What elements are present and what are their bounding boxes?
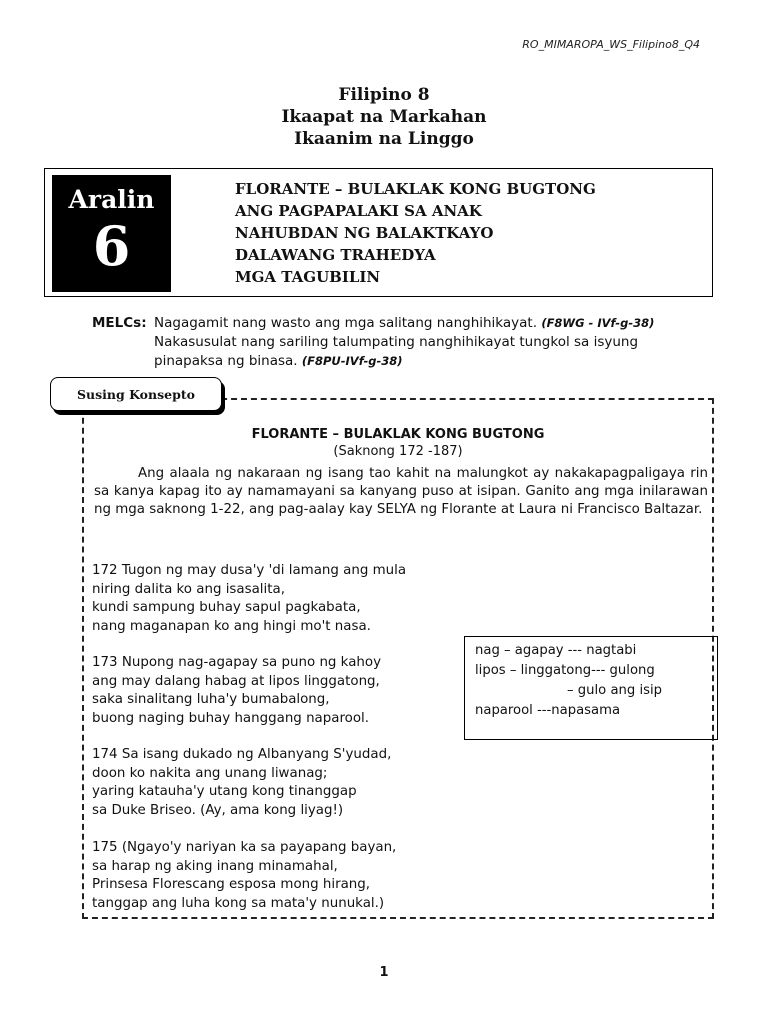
stanza-line: 172 Tugon ng may dusa'y 'di lamang ang mula xyxy=(92,563,407,578)
stanza-line: yaring katauha'y utang kong tinanggap xyxy=(92,784,357,799)
melcs-code-2: (F8PU-IVf-g-38) xyxy=(301,354,403,368)
stanza-line: niring dalita ko ang isasalita, xyxy=(92,581,285,597)
stanza-175 xyxy=(92,839,472,913)
stanza-line: kundi sampung buhay sapul pagkabata, xyxy=(92,600,361,615)
vocab-entry: – gulo ang isip xyxy=(567,683,663,698)
stanza-line: buong naging buhay hanggang naparool. xyxy=(92,710,370,726)
stanza-line: 174 Sa isang dukado ng Albanyang S'yudad, xyxy=(92,747,392,762)
lesson-badge xyxy=(52,175,171,292)
vocab-entry: naparool ---napasama xyxy=(475,703,621,718)
melcs-item-2-line-1: Nakasusulat nang sariling talumpating nanghihikayat tungkol sa isyung xyxy=(154,334,639,350)
key-concept-tab: Susing Konsepto xyxy=(50,377,222,411)
poem-intro: Ang alaala ng nakaraan ng isang tao kahit na malungkot ay nakakapagpaligaya rin sa kanya kapag ito ay namamayani sa kanyang puso at isipan. Ganito ang mga inilarawan ng mga saknong 1-22, ang pag-aalay kay SELYA ng Florante at Laura ni Francisco Baltazar. xyxy=(94,466,708,517)
stanza-173 xyxy=(92,654,472,728)
lesson-topic: NAHUBDAN NG BALAKTKAYO xyxy=(235,224,494,242)
lesson-topic: DALAWANG TRAHEDYA xyxy=(235,246,436,264)
melcs-item-1: Nagagamit nang wasto ang mga salitang nanghihikayat. xyxy=(154,315,538,331)
vocabulary-box xyxy=(464,636,718,740)
stanza-line: Prinsesa Florescang esposa mong hirang, xyxy=(92,877,371,892)
stanza-172 xyxy=(92,562,472,636)
poem-title: FLORANTE – BULAKLAK KONG BUGTONG xyxy=(251,427,545,442)
poem-subtitle: (Saknong 172 -187) xyxy=(333,444,463,459)
stanza-line: saka sinalitang luha'y bumabalong, xyxy=(92,692,330,707)
vocab-entry: lipos – linggatong--- gulong xyxy=(475,663,655,678)
stanza-line: sa Duke Briseo. (Ay, ama kong liyag!) xyxy=(92,802,344,818)
melcs-code-1: (F8WG - IVf-g-38) xyxy=(541,316,655,330)
stanza-174 xyxy=(92,746,472,820)
melcs-label: MELCs: xyxy=(92,315,147,331)
stanza-line: ang may dalang habag at lipos linggatong, xyxy=(92,673,380,689)
lesson-topics xyxy=(235,178,596,288)
stanza-line: 175 (Ngayo'y nariyan ka sa payapang bayan, xyxy=(92,840,397,855)
week-title: Ikaanim na Linggo xyxy=(294,129,474,149)
lesson-topic: MGA TAGUBILIN xyxy=(235,268,381,286)
page-number: 1 xyxy=(379,965,389,980)
vocab-entry: nag – agapay --- nagtabi xyxy=(475,643,637,658)
lesson-word: Aralin xyxy=(68,185,155,214)
stanza-line: sa harap ng aking inang minamahal, xyxy=(92,858,338,874)
document-code: RO_MIMAROPA_WS_Filipino8_Q4 xyxy=(522,38,700,51)
stanza-line: nang maganapan ko ang hingi mo't nasa. xyxy=(92,618,371,634)
poem-heading xyxy=(82,426,714,460)
lesson-number: 6 xyxy=(92,214,131,278)
title-block xyxy=(0,84,768,150)
lesson-topic: ANG PAGPAPALAKI SA ANAK xyxy=(235,202,482,220)
stanza-line: 173 Nupong nag-agapay sa puno ng kahoy xyxy=(92,655,382,670)
stanza-line: doon ko nakita ang unang liwanag; xyxy=(92,765,328,781)
stanza-line: tanggap ang luha kong sa mata'y nunukal.) xyxy=(92,895,385,911)
melcs-item-2-line-2: pinapaksa ng binasa. xyxy=(154,353,298,369)
subject-title: Filipino 8 xyxy=(338,85,430,105)
quarter-title: Ikaapat na Markahan xyxy=(281,107,487,127)
melcs-section xyxy=(92,314,722,371)
lesson-topic: FLORANTE – BULAKLAK KONG BUGTONG xyxy=(235,180,596,198)
lesson-header-box xyxy=(44,168,713,297)
